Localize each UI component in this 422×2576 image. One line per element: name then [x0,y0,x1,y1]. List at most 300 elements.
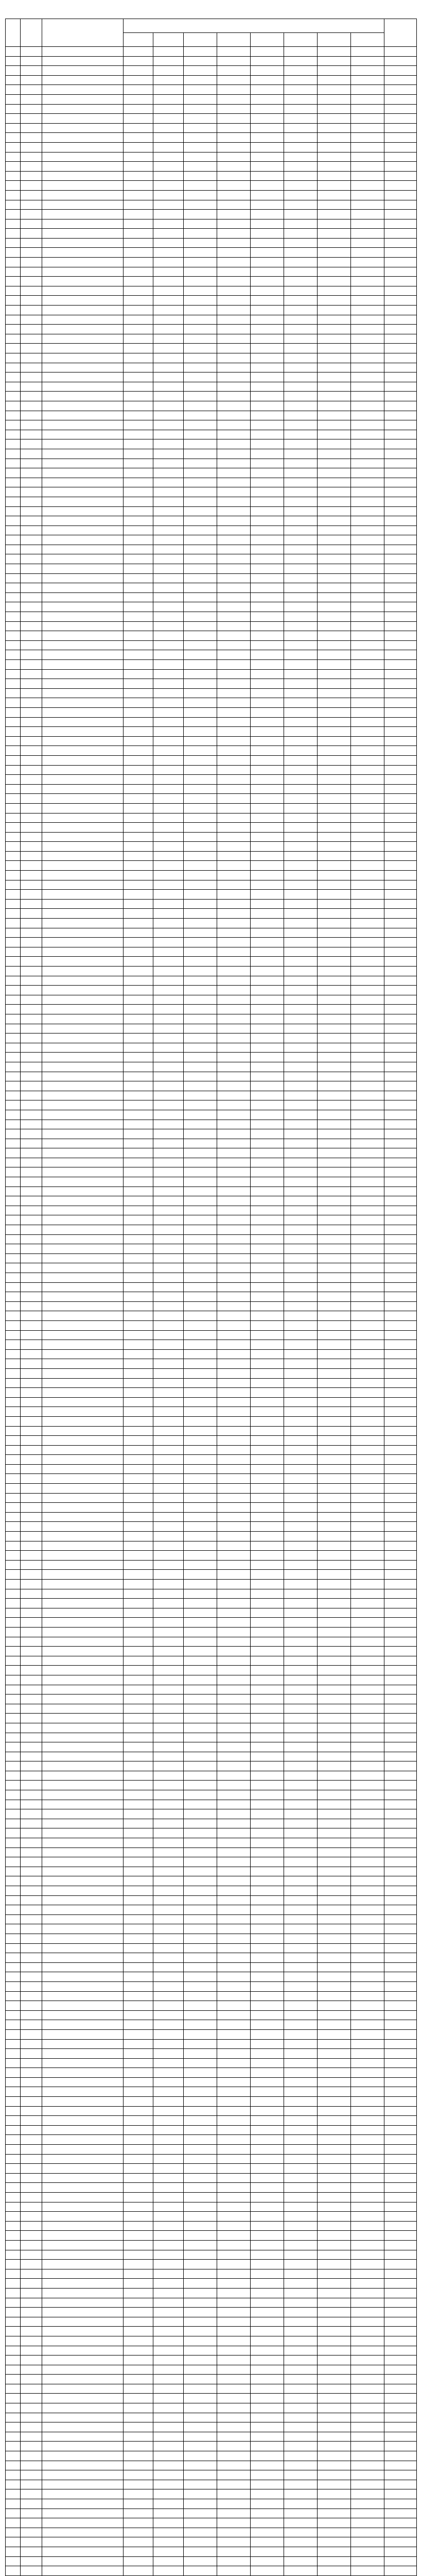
row-value-7 [318,1618,351,1628]
row-index [6,468,21,478]
row-value-2 [153,621,184,631]
row-value-8 [351,2566,384,2576]
row-value-4 [217,1455,251,1465]
row-value-5 [251,1991,284,2001]
row-index [6,755,21,765]
row-value-4 [217,2336,251,2346]
row-value-2 [153,1120,184,1129]
row-total [384,1426,417,1436]
row-total [384,640,417,650]
row-value-2 [153,1330,184,1340]
row-value-2 [153,1704,184,1714]
row-value-4 [217,2547,251,2556]
row-value-1 [123,258,153,267]
row-value-3 [184,1206,217,1215]
table-row [6,976,417,986]
row-value-6 [284,2422,318,2432]
row-value-5 [251,679,284,689]
row-address [42,1886,123,1896]
row-value-8 [351,976,384,986]
row-value-6 [284,487,318,497]
row-value-8 [351,1282,384,1292]
row-value-6 [284,1962,318,1972]
row-value-7 [318,1895,351,1905]
row-value-8 [351,2480,384,2489]
table-row [6,995,417,1005]
table-row [6,171,417,181]
row-value-4 [217,2442,251,2451]
table-row [6,1120,417,1129]
table-row [6,2260,417,2269]
row-value-4 [217,1349,251,1359]
row-name [21,1292,42,1302]
row-index [6,2173,21,2183]
row-value-8 [351,823,384,833]
row-value-6 [284,1110,318,1120]
table-row [6,1033,417,1043]
row-value-8 [351,171,384,181]
row-value-6 [284,928,318,938]
row-value-5 [251,1464,284,1474]
row-value-1 [123,1033,153,1043]
row-total [384,2269,417,2279]
row-value-7 [318,1991,351,2001]
row-value-7 [318,1656,351,1666]
row-total [384,1273,417,1283]
row-value-5 [251,2461,284,2470]
row-value-7 [318,2221,351,2231]
row-value-4 [217,1215,251,1225]
row-value-6 [284,679,318,689]
row-value-7 [318,286,351,296]
row-total [384,142,417,152]
row-value-5 [251,1340,284,1350]
table-row [6,2451,417,2461]
table-row [6,2250,417,2260]
row-value-7 [318,919,351,928]
row-index [6,890,21,900]
row-address [42,1215,123,1225]
row-value-2 [153,2106,184,2116]
row-index [6,803,21,813]
row-total [384,871,417,880]
row-index [6,707,21,717]
row-value-5 [251,2451,284,2461]
row-value-2 [153,1033,184,1043]
row-name [21,1043,42,1053]
row-value-5 [251,2269,284,2279]
row-value-4 [217,2010,251,2020]
row-value-5 [251,1273,284,1283]
row-value-4 [217,1033,251,1043]
row-value-7 [318,976,351,986]
row-value-4 [217,1167,251,1177]
row-value-3 [184,1062,217,1072]
row-value-3 [184,497,217,506]
row-value-8 [351,957,384,967]
table-row [6,1378,417,1388]
row-value-5 [251,880,284,890]
row-index [6,2154,21,2164]
row-value-1 [123,1359,153,1369]
row-name [21,1857,42,1867]
row-value-8 [351,2020,384,2030]
row-total [384,2413,417,2422]
row-index [6,1062,21,1072]
row-index [6,1790,21,1800]
row-total [384,890,417,900]
row-value-4 [217,392,251,401]
row-value-4 [217,516,251,526]
row-value-2 [153,2384,184,2394]
row-value-5 [251,2212,284,2222]
table-row [6,2020,417,2030]
row-value-6 [284,2058,318,2068]
row-value-7 [318,325,351,334]
row-value-6 [284,1253,318,1263]
row-address [42,162,123,172]
row-value-4 [217,1234,251,1244]
row-value-3 [184,947,217,957]
row-value-7 [318,248,351,258]
row-value-4 [217,1800,251,1809]
row-name [21,1196,42,1206]
row-total [384,1455,417,1465]
row-index [6,430,21,439]
row-value-8 [351,1187,384,1196]
row-name [21,727,42,737]
row-value-8 [351,2221,384,2231]
row-value-4 [217,1340,251,1350]
row-total [384,248,417,258]
row-value-6 [284,1167,318,1177]
row-value-3 [184,2202,217,2212]
row-value-2 [153,1320,184,1330]
row-value-5 [251,909,284,919]
row-value-7 [318,1972,351,1982]
row-value-6 [284,2288,318,2298]
row-value-5 [251,1618,284,1628]
row-index [6,258,21,267]
row-address [42,717,123,727]
row-name [21,1273,42,1283]
row-value-5 [251,1263,284,1273]
table-row [6,784,417,794]
row-value-4 [217,1666,251,1675]
row-value-4 [217,2422,251,2432]
row-value-8 [351,535,384,545]
table-row [6,1972,417,1982]
table-row [6,1436,417,1446]
row-total [384,430,417,439]
row-value-2 [153,1608,184,1618]
row-value-8 [351,1991,384,2001]
row-name [21,2317,42,2327]
row-value-4 [217,181,251,191]
row-value-5 [251,2001,284,2011]
row-value-2 [153,2039,184,2049]
table-row [6,755,417,765]
row-index [6,1426,21,1436]
row-total [384,995,417,1005]
row-value-3 [184,1723,217,1733]
row-value-5 [251,363,284,372]
row-value-7 [318,1120,351,1129]
row-value-8 [351,1522,384,1532]
row-value-4 [217,1148,251,1158]
row-value-2 [153,449,184,459]
row-total [384,899,417,909]
row-value-8 [351,2193,384,2202]
row-value-2 [153,2164,184,2174]
row-value-5 [251,919,284,928]
row-address [42,535,123,545]
row-value-1 [123,1273,153,1283]
row-value-7 [318,1848,351,1857]
row-index [6,1800,21,1809]
row-value-4 [217,1493,251,1503]
row-index [6,497,21,506]
row-total [384,1206,417,1215]
row-value-5 [251,1512,284,1522]
row-value-7 [318,1263,351,1273]
row-value-7 [318,210,351,219]
row-value-8 [351,1484,384,1494]
row-value-3 [184,1560,217,1570]
row-index [6,1206,21,1215]
row-address [42,1733,123,1742]
row-value-7 [318,1340,351,1350]
table-row [6,1053,417,1062]
row-value-3 [184,1493,217,1503]
row-total [384,1330,417,1340]
row-value-2 [153,1532,184,1541]
row-value-4 [217,123,251,133]
row-address [42,1416,123,1426]
row-value-6 [284,2260,318,2269]
row-value-8 [351,1733,384,1742]
row-total [384,564,417,574]
row-value-7 [318,832,351,842]
row-value-3 [184,1340,217,1350]
row-value-5 [251,1349,284,1359]
row-value-5 [251,2298,284,2308]
row-value-6 [284,2375,318,2384]
row-value-6 [284,277,318,286]
row-value-6 [284,1196,318,1206]
row-value-4 [217,2193,251,2202]
row-name [21,631,42,641]
row-value-2 [153,1723,184,1733]
row-value-5 [251,2125,284,2135]
row-value-2 [153,919,184,928]
row-value-3 [184,919,217,928]
row-value-4 [217,919,251,928]
row-value-2 [153,1943,184,1953]
row-value-1 [123,899,153,909]
row-value-7 [318,2058,351,2068]
row-total [384,736,417,746]
row-value-5 [251,2528,284,2537]
row-value-7 [318,2183,351,2193]
row-address [42,382,123,392]
row-value-2 [153,2173,184,2183]
row-value-1 [123,2327,153,2336]
row-value-7 [318,564,351,574]
row-value-3 [184,334,217,344]
row-value-1 [123,66,153,76]
row-name [21,2068,42,2078]
row-value-4 [217,1848,251,1857]
row-name [21,1972,42,1982]
table-row [6,258,417,267]
row-name [21,142,42,152]
row-value-7 [318,899,351,909]
row-value-4 [217,334,251,344]
row-value-2 [153,1100,184,1110]
row-index [6,1838,21,1848]
row-value-8 [351,123,384,133]
row-address [42,1914,123,1924]
row-value-7 [318,1962,351,1972]
row-value-1 [123,2221,153,2231]
row-value-8 [351,2442,384,2451]
row-value-5 [251,2183,284,2193]
row-total [384,2336,417,2346]
row-value-8 [351,2269,384,2279]
row-value-1 [123,2049,153,2059]
row-value-6 [284,2346,318,2355]
row-value-2 [153,2489,184,2499]
row-value-1 [123,1800,153,1809]
row-value-2 [153,1886,184,1896]
row-index [6,1685,21,1694]
table-row [6,1301,417,1311]
row-value-2 [153,1924,184,1934]
row-value-1 [123,1234,153,1244]
row-value-8 [351,2509,384,2518]
row-address [42,2202,123,2212]
row-name [21,717,42,727]
row-value-2 [153,286,184,296]
row-value-5 [251,1838,284,1848]
row-address [42,2145,123,2155]
row-value-1 [123,1560,153,1570]
row-total [384,2489,417,2499]
row-address [42,1340,123,1350]
row-value-3 [184,1914,217,1924]
row-address [42,1637,123,1647]
row-value-4 [217,1867,251,1876]
row-total [384,478,417,487]
row-address [42,1647,123,1656]
row-value-1 [123,813,153,823]
row-value-1 [123,631,153,641]
row-value-1 [123,516,153,526]
row-value-4 [217,564,251,574]
row-value-4 [217,487,251,497]
row-value-8 [351,1627,384,1637]
row-value-4 [217,1120,251,1129]
row-value-1 [123,2308,153,2317]
table-row [6,248,417,258]
row-value-4 [217,1637,251,1647]
row-address [42,47,123,57]
row-value-4 [217,2240,251,2250]
row-index [6,1330,21,1340]
row-value-2 [153,1761,184,1771]
row-value-8 [351,1062,384,1072]
row-value-5 [251,1876,284,1886]
row-value-7 [318,2039,351,2049]
row-value-3 [184,2403,217,2413]
row-value-8 [351,1100,384,1110]
row-value-3 [184,2317,217,2327]
row-value-4 [217,468,251,478]
row-name [21,353,42,363]
row-value-7 [318,1733,351,1742]
row-value-1 [123,2058,153,2068]
row-value-4 [217,1685,251,1694]
row-value-5 [251,123,284,133]
row-address [42,286,123,296]
row-value-4 [217,2317,251,2327]
row-name [21,707,42,717]
row-value-2 [153,219,184,229]
row-value-7 [318,794,351,804]
table-row [6,1627,417,1637]
row-value-8 [351,526,384,535]
row-value-7 [318,612,351,622]
row-index [6,1158,21,1167]
row-value-6 [284,2499,318,2509]
row-name [21,1187,42,1196]
row-total [384,439,417,449]
row-total [384,2010,417,2020]
row-address [42,2365,123,2375]
row-index [6,640,21,650]
row-value-6 [284,85,318,95]
row-value-7 [318,1608,351,1618]
row-total [384,1091,417,1100]
row-value-1 [123,1378,153,1388]
row-value-6 [284,430,318,439]
row-value-3 [184,459,217,468]
row-value-4 [217,2125,251,2135]
row-value-7 [318,1761,351,1771]
row-value-7 [318,679,351,689]
table-row [6,1838,417,1848]
row-value-2 [153,1081,184,1091]
row-value-6 [284,1436,318,1446]
row-index [6,2097,21,2107]
row-total [384,1522,417,1532]
row-value-6 [284,2355,318,2365]
row-value-2 [153,516,184,526]
row-value-5 [251,1599,284,1608]
row-value-8 [351,938,384,947]
row-value-2 [153,47,184,57]
row-name [21,2336,42,2346]
row-value-2 [153,823,184,833]
table-row [6,832,417,842]
row-name [21,2116,42,2126]
row-address [42,1474,123,1484]
row-index [6,2221,21,2231]
table-row [6,1694,417,1704]
row-value-3 [184,1828,217,1838]
row-value-1 [123,1905,153,1915]
